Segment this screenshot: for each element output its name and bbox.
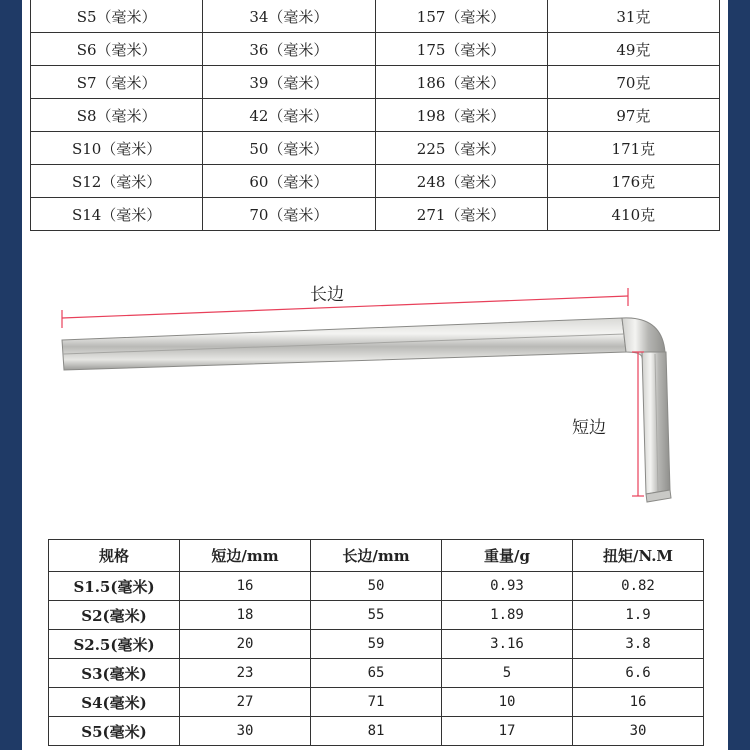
table-cell: 97克 [547,99,719,132]
table-cell: 59 [311,630,442,659]
table-cell: 31克 [547,0,719,33]
table-row [49,601,704,630]
table-cell: 60（毫米） [203,165,375,198]
table-row [49,717,704,746]
table-row [49,630,704,659]
table-cell: S12（毫米） [31,165,203,198]
long-side-dimension-line [62,296,628,318]
table-cell: 186（毫米） [375,66,547,99]
product-detail-panel [22,0,728,750]
table-cell: 271（毫米） [375,198,547,231]
table-cell: 34（毫米） [203,0,375,33]
table-cell: S7（毫米） [31,66,203,99]
table-cell: S4(毫米) [49,688,180,717]
short-side-label: 短边 [572,418,606,438]
table-cell: 10 [442,688,573,717]
table-cell: 81 [311,717,442,746]
table-cell: S14（毫米） [31,198,203,231]
long-side-label: 长边 [310,285,344,305]
column-header: 短边/mm [180,540,311,572]
table-row [31,33,720,66]
spec-table-small-header [49,540,704,572]
table-cell: 70（毫米） [203,198,375,231]
table-cell: S2.5(毫米) [49,630,180,659]
table-cell: S5（毫米） [31,0,203,33]
table-cell: S5(毫米) [49,717,180,746]
table-cell: 248（毫米） [375,165,547,198]
table-cell: S6（毫米） [31,33,203,66]
table-cell: 55 [311,601,442,630]
table-cell: S1.5(毫米) [49,572,180,601]
table-cell: 70克 [547,66,719,99]
table-cell: 410克 [547,198,719,231]
table-cell: 18 [180,601,311,630]
table-cell: 16 [180,572,311,601]
table-cell: 36（毫米） [203,33,375,66]
table-cell: 0.82 [573,572,704,601]
table-cell: 198（毫米） [375,99,547,132]
table-cell: 30 [573,717,704,746]
table-cell: 16 [573,688,704,717]
column-header: 扭矩/N.M [573,540,704,572]
table-cell: 65 [311,659,442,688]
table-row [31,99,720,132]
table-row [31,132,720,165]
table-cell: 171克 [547,132,719,165]
table-cell: 3.16 [442,630,573,659]
table-cell: 1.89 [442,601,573,630]
spec-table-small [48,539,704,746]
hex-key-illustration [22,240,728,530]
table-row [49,688,704,717]
table-cell: S8（毫米） [31,99,203,132]
hex-key-diagram [22,240,728,530]
table-cell: 27 [180,688,311,717]
table-cell: 0.93 [442,572,573,601]
table-cell: 157（毫米） [375,0,547,33]
table-cell: S2(毫米) [49,601,180,630]
spec-table-large-body [31,0,720,231]
table-cell: 3.8 [573,630,704,659]
table-cell: 5 [442,659,573,688]
table-cell: 17 [442,717,573,746]
table-cell: 225（毫米） [375,132,547,165]
table-row [49,572,704,601]
spec-table-large [30,0,720,231]
table-cell: 42（毫米） [203,99,375,132]
table-cell: 23 [180,659,311,688]
table-row [31,0,720,33]
table-row [31,198,720,231]
table-row [49,659,704,688]
table-cell: 50（毫米） [203,132,375,165]
table-cell: 30 [180,717,311,746]
table-cell: 50 [311,572,442,601]
spec-table-small-body [49,572,704,746]
column-header: 长边/mm [311,540,442,572]
table-cell: S10（毫米） [31,132,203,165]
table-cell: 71 [311,688,442,717]
table-cell: S3(毫米) [49,659,180,688]
table-cell: 6.6 [573,659,704,688]
column-header: 重量/g [442,540,573,572]
table-cell: 1.9 [573,601,704,630]
table-row [31,66,720,99]
table-cell: 176克 [547,165,719,198]
column-header: 规格 [49,540,180,572]
table-cell: 39（毫米） [203,66,375,99]
table-cell: 175（毫米） [375,33,547,66]
table-row [31,165,720,198]
table-cell: 20 [180,630,311,659]
table-cell: 49克 [547,33,719,66]
